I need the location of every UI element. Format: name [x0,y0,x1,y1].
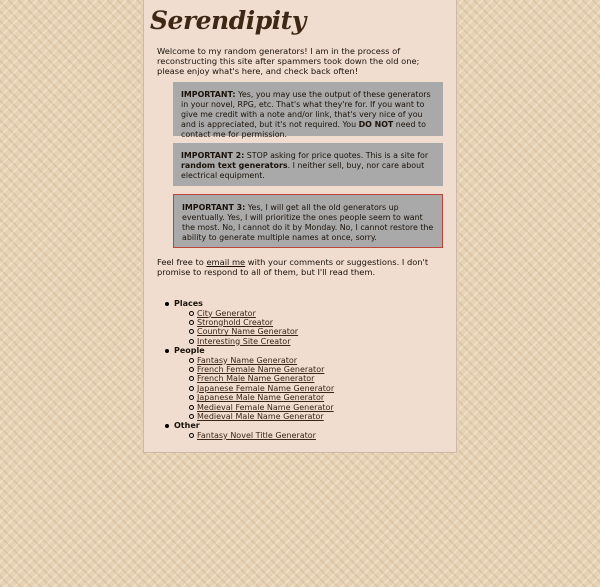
site-title: Serendipity [150,6,306,35]
circle-bullet-icon [189,376,194,381]
notice-old-label: IMPORTANT 3: [182,203,246,212]
list-item [174,403,447,412]
contact-text-start: Feel free to [157,257,207,267]
circle-bullet-icon [189,405,194,410]
circle-bullet-icon [189,414,194,419]
circle-bullet-icon [189,320,194,325]
generator-link[interactable]: Fantasy Name Generator [197,355,298,365]
notice-usage-text-end: need to contact me for permission. [181,120,426,139]
generator-link[interactable]: Country Name Generator [197,327,299,337]
circle-bullet-icon [189,367,194,372]
circle-bullet-icon [189,329,194,334]
category-label: Other [174,421,200,431]
contact-text [157,257,447,277]
list-item [174,337,447,346]
circle-bullet-icon [189,358,194,363]
bullet-icon [165,302,169,306]
category-label: Places [174,299,203,308]
generator-link[interactable]: Stronghold Creator [197,317,274,327]
contact-text-end: with your comments or suggestions. I don't promise to respond to all of them, but I'll read them. [157,257,429,277]
notice-price-text: STOP asking for price quotes. This is a site for [244,151,429,160]
notice-usage [173,82,443,139]
circle-bullet-icon [189,339,194,344]
generator-list [174,356,447,422]
list-item [174,318,447,327]
intro-text: Welcome to my random generators! I am in the process of reconstructing this site after spammers took down the old one; please enjoy what's here, and check back often! [157,46,420,76]
list-item [174,374,447,383]
notice-old-text: Yes, I will get all the old generators up eventually. Yes, I will prioritize the ones people seem to want the most. No, I cannot do it by Monday. No, I cannot restore the ability to generate multiple names at once, sorry. [182,203,434,242]
generator-link[interactable]: City Generator [197,308,256,318]
generator-link[interactable]: Fantasy Novel Title Generator [197,430,316,440]
generator-link[interactable]: Medieval Female Name Generator [197,402,334,412]
bullet-icon [165,349,169,353]
notice-price-emphasis: random text generators [181,161,288,170]
notice-usage-label: IMPORTANT: [181,90,236,99]
list-item [174,356,447,365]
generator-link[interactable]: Medieval Male Name Generator [197,412,324,422]
email-link[interactable]: email me [206,257,246,267]
generator-list [174,431,447,440]
notice-price-quotes [173,143,443,186]
generator-link[interactable]: Japanese Male Name Generator [197,393,325,403]
content-panel [143,0,457,453]
generator-list [174,309,447,347]
category-label: People [174,346,205,356]
circle-bullet-icon [189,433,194,438]
circle-bullet-icon [189,311,194,316]
notice-price-text-end: . I neither sell, buy, nor care about electrical equipment. [181,161,425,180]
generator-link[interactable]: French Male Name Generator [197,374,315,384]
notice-usage-emphasis: DO NOT [358,120,394,129]
generator-categories [157,299,447,440]
list-item [174,309,447,318]
list-item [174,327,447,336]
list-item [174,412,447,421]
generator-link[interactable]: French Female Name Generator [197,365,325,375]
notice-old-generators [173,194,443,248]
list-item [174,431,447,440]
list-item [174,365,447,374]
category-other [157,421,447,440]
bullet-icon [165,424,169,428]
category-places [157,299,447,346]
category-people [157,346,447,421]
list-item [174,384,447,393]
circle-bullet-icon [189,395,194,400]
list-item [174,393,447,402]
notice-usage-text: Yes, you may use the output of these generators in your novel, RPG, etc. That's what they're for. If you want to give me credit with a note and/or link, that's very nice of you and is appreciated, but it's not required. You [181,90,431,129]
generator-link[interactable]: Interesting Site Creator [197,336,291,346]
generator-link[interactable]: Japanese Female Name Generator [197,383,335,393]
circle-bullet-icon [189,386,194,391]
notice-price-label: IMPORTANT 2: [181,151,245,160]
